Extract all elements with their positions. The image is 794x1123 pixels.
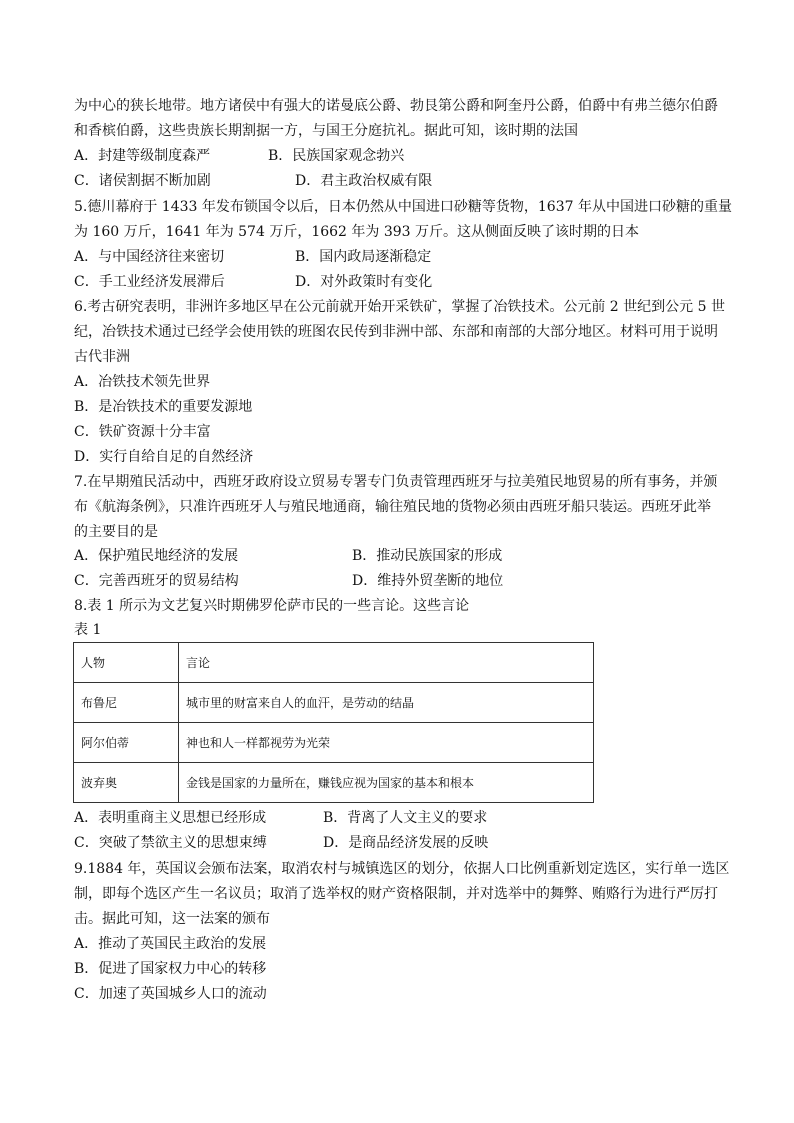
q7-stem-line1: 7.在早期殖民活动中，西班牙政府设立贸易专署专门负责管理西班牙与拉美殖民地贸易的所有事务，并颁	[74, 474, 718, 490]
q6-stem-line2: 纪，冶铁技术通过已经学会使用铁的班图农民传到非洲中部、东部和南部的大部分地区。材料可用于说明	[74, 324, 718, 340]
q8-option-c: C．突破了禁欲主义的思想束缚	[74, 835, 267, 851]
q6-option-b: B．是冶铁技术的重要发源地	[74, 399, 253, 415]
table-cell-person: 布鲁尼	[74, 683, 179, 723]
q5-option-d: D．对外政策时有变化	[295, 274, 433, 290]
q7-option-c: C．完善西班牙的贸易结构	[74, 573, 239, 589]
q5-option-c: C．手工业经济发展滞后	[74, 274, 225, 290]
q7-stem-line2: 布《航海条例》，只准许西班牙人与殖民地通商，输往殖民地的货物必须由西班牙船只装运。西班牙此举	[74, 499, 711, 515]
q6-option-a: A．冶铁技术领先世界	[74, 374, 211, 390]
q9-stem-line1: 9.1884 年，英国议会颁布法案，取消农村与城镇选区的划分，依据人口比例重新划定选区，实行单一选区	[74, 861, 730, 877]
table-cell-quote: 城市里的财富来自人的血汗，是劳动的结晶	[179, 683, 594, 723]
table-row	[74, 723, 594, 763]
table-header-cell: 言论	[179, 643, 594, 683]
table-cell-quote: 金钱是国家的力量所在，赚钱应视为国家的基本和根本	[179, 763, 594, 803]
q4-stem-line2: 和香槟伯爵，这些贵族长期割据一方，与国王分庭抗礼。据此可知，该时期的法国	[74, 123, 578, 139]
q7-option-a: A．保护殖民地经济的发展	[74, 548, 239, 564]
q4-option-a: A．封建等级制度森严	[74, 148, 211, 164]
q9-option-b: B．促进了国家权力中心的转移	[74, 961, 267, 977]
table-row	[74, 763, 594, 803]
q9-stem-line2: 制，即每个选区产生一名议员；取消了选举权的财产资格限制，并对选举中的舞弊、贿赂行为进行严厉打	[74, 886, 718, 902]
q6-option-c: C．铁矿资源十分丰富	[74, 424, 211, 440]
table-cell-person: 阿尔伯蒂	[74, 723, 179, 763]
q9-option-c: C．加速了英国城乡人口的流动	[74, 986, 267, 1002]
q4-option-d: D．君主政治权威有限	[295, 173, 433, 189]
table-header-row	[74, 643, 594, 683]
table-cell-person: 波弃奥	[74, 763, 179, 803]
q4-stem-line1: 为中心的狭长地带。地方诸侯中有强大的诺曼底公爵、勃艮第公爵和阿奎丹公爵，伯爵中有弗兰德尔伯爵	[74, 98, 718, 114]
q6-option-d: D．实行自给自足的自然经济	[74, 449, 254, 465]
q7-option-b: B．推动民族国家的形成	[352, 548, 503, 564]
q5-option-a: A．与中国经济往来密切	[74, 249, 225, 265]
q4-option-b: B．民族国家观念勃兴	[268, 148, 405, 164]
q5-stem-line1: 5.德川幕府于 1433 年发布锁国令以后，日本仍然从中国进口砂糖等货物，1637 年从中国进口砂糖的重量	[74, 199, 732, 215]
q5-stem-line2: 为 160 万斤，1641 年为 574 万斤，1662 年为 393 万斤。这从侧面反映了该时期的日本	[74, 224, 640, 240]
q8-option-b: B．背离了人文主义的要求	[323, 810, 488, 826]
table-row	[74, 683, 594, 723]
q7-stem-line3: 的主要目的是	[74, 524, 158, 540]
q9-option-a: A．推动了英国民主政治的发展	[74, 936, 267, 952]
table-cell-quote: 神也和人一样都视劳为光荣	[179, 723, 594, 763]
q6-stem-line3: 古代非洲	[74, 349, 130, 365]
q8-option-d: D．是商品经济发展的反映	[323, 835, 489, 851]
q5-option-b: B．国内政局逐渐稳定	[295, 249, 432, 265]
table-caption: 表 1	[74, 622, 102, 638]
q7-option-d: D．维持外贸垄断的地位	[352, 573, 504, 589]
quotes-table	[73, 642, 594, 803]
q4-option-c: C．诸侯割据不断加剧	[74, 173, 211, 189]
q8-option-a: A．表明重商主义思想已经形成	[74, 810, 267, 826]
q8-stem: 8.表 1 所示为文艺复兴时期佛罗伦萨市民的一些言论。这些言论	[74, 598, 470, 614]
table-header-cell: 人物	[74, 643, 179, 683]
q6-stem-line1: 6.考古研究表明，非洲许多地区早在公元前就开始开采铁矿，掌握了冶铁技术。公元前 2 世纪到公元 5 世	[74, 299, 725, 315]
q9-stem-line3: 击。据此可知，这一法案的颁布	[74, 911, 270, 927]
